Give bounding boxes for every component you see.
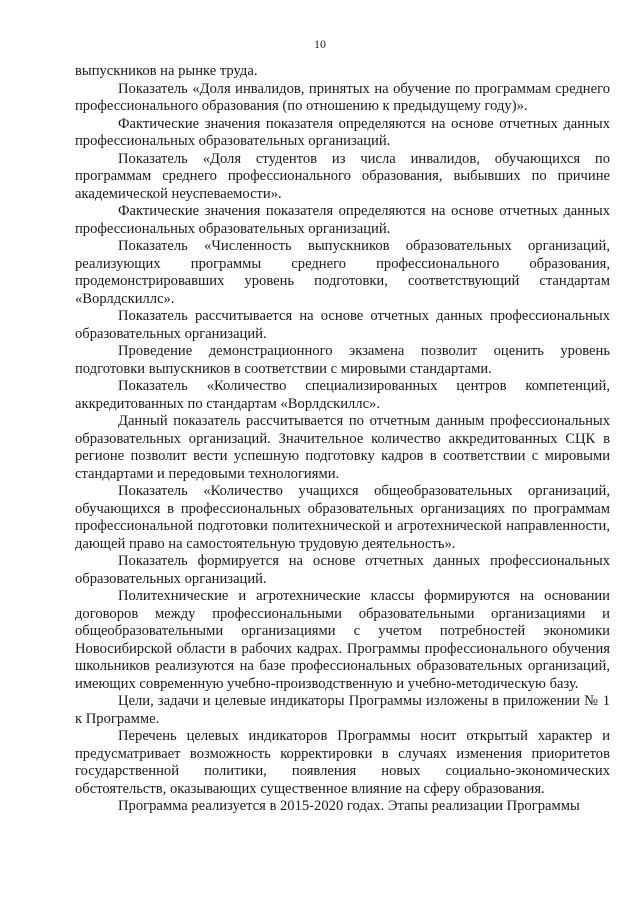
paragraph: Фактические значения показателя определяются на основе отчетных данных профессиональных образовательных организаций. [75,203,610,237]
paragraph: Показатель «Доля студентов из числа инвалидов, обучающихся по программам среднего профессионального образования, выбывших по причине академической неуспеваемости». [75,150,610,202]
paragraph: Фактические значения показателя определяются на основе отчетных данных профессиональных образовательных организаций. [75,115,610,149]
paragraph: Программа реализуется в 2015-2020 годах. Этапы реализации Программы [118,798,580,814]
paragraph: Показатель формируется на основе отчетных данных профессиональных образовательных организаций. [75,553,610,587]
paragraph-continuation: выпускников на рынке труда. [75,63,258,79]
paragraph: Политехнические и агротехнические классы формируются на основании договоров между профессиональными образовательными организациями и общеобразовательными организациями с учетом потребностей экономики Новосибирской области в рабочих кадрах. Программы профессионального обучения школьников реализуются на базе профессиональных образовательных организаций, имеющих современную учебно-производственную и учебно-методическую базу. [75,588,610,692]
page-number: 10 [314,37,326,51]
paragraph: Показатель рассчитывается на основе отчетных данных профессиональных образовательных организаций. [75,308,610,342]
paragraph: Показатель «Доля инвалидов, принятых на обучение по программам среднего профессионального образования (по отношению к предыдущему году)». [75,80,610,114]
paragraph: Показатель «Количество специализированных центров компетенций, аккредитованных по стандартам «Ворлдскиллс». [75,378,610,412]
paragraph: Перечень целевых индикаторов Программы носит открытый характер и предусматривает возможность корректировки в случаях изменения приоритетов государственной политики, появления новых социально-экономических обстоятельств, оказывающих существенное влияние на сферу образования. [75,728,610,797]
body-text [75,63,610,816]
paragraph: Показатель «Численность выпускников образовательных организаций, реализующих программы среднего профессионального образования, продемонстрировавших уровень подготовки, соответствующий стандартам «Ворлдскиллс». [75,238,610,307]
paragraph: Цели, задачи и целевые индикаторы Программы изложены в приложении № 1 к Программе. [75,693,610,727]
paragraph: Проведение демонстрационного экзамена позволит оценить уровень подготовки выпускников в соответствии с мировыми стандартами. [75,343,610,377]
paragraph: Показатель «Количество учащихся общеобразовательных организаций, обучающихся в профессиональных образовательных организациях по программам профессиональной подготовки политехнической и агротехнической направленности, дающей право на самостоятельную трудовую деятельность». [75,483,610,552]
paragraph: Данный показатель рассчитывается по отчетным данным профессиональных образовательных организаций. Значительное количество аккредитованных СЦК в регионе позволит вести успешную подготовку кадров в соответствии с мировыми стандартами и передовыми технологиями. [75,413,610,482]
